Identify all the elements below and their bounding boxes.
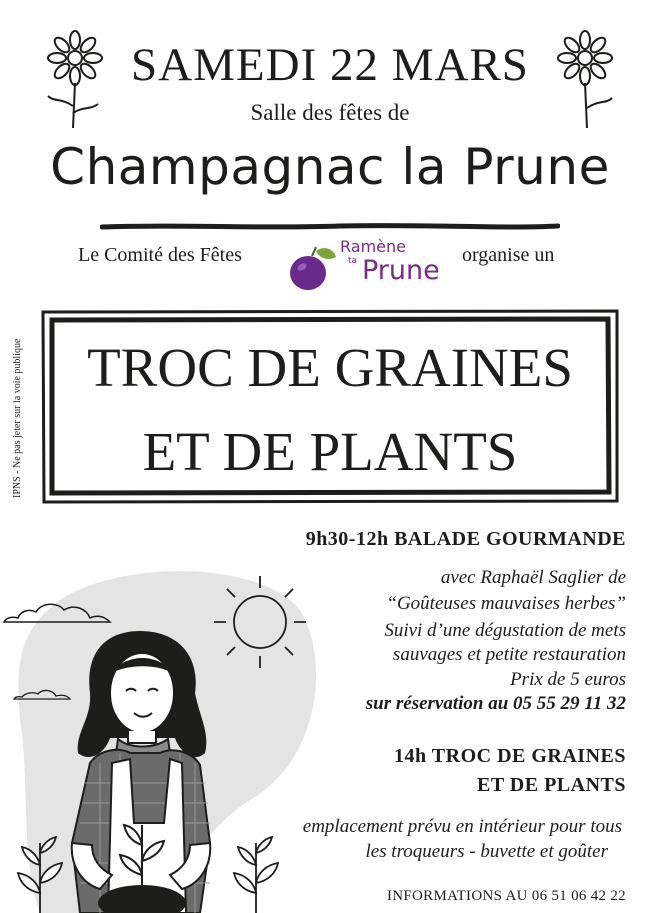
- troc-heading-line1: 14h TROC DE GRAINES: [394, 745, 626, 767]
- organizer-prefix: Le Comité des Fêtes: [78, 244, 242, 266]
- price-text: Prix de 5 euros: [510, 669, 626, 690]
- event-date: SAMEDI 22 MARS: [131, 39, 529, 91]
- plant-right-icon: [226, 833, 286, 913]
- venue-prefix: Salle des fêtes de: [250, 100, 410, 125]
- troc-heading-line2: ET DE PLANTS: [476, 774, 626, 796]
- guide-line1: avec Raphaël Saglier de: [440, 567, 626, 588]
- info-phone: INFORMATIONS AU 06 51 06 42 22: [386, 888, 626, 904]
- town-name: Champagnac la Prune: [50, 138, 610, 196]
- brush-divider: [100, 221, 560, 233]
- reservation-text: sur réservation au 05 55 29 11 32: [365, 693, 626, 714]
- ipns-note: IPNS - Ne pas jeter sur la voie publique: [12, 338, 23, 498]
- place-line1: emplacement prévu en intérieur pour tous: [302, 816, 622, 837]
- organizer-suffix: organise un: [462, 244, 555, 266]
- balade-heading: 9h30-12h BALADE GOURMANDE: [305, 528, 626, 550]
- main-title-line2: ET DE PLANTS: [142, 421, 518, 482]
- logo-text-ta: ta: [348, 256, 358, 266]
- description-line2: sauvages et petite restauration: [392, 644, 626, 665]
- main-title-line1: TROC DE GRAINES: [87, 337, 573, 398]
- logo-text-ramene: Ramène: [340, 237, 406, 256]
- plant-left-icon: [10, 833, 70, 913]
- plum-logo-icon: [286, 243, 338, 293]
- guide-line2: “Goûteuses mauvaises herbes”: [386, 593, 626, 614]
- place-line2: les troqueurs - buvette et goûter: [365, 841, 608, 862]
- logo-text-prune: Prune: [362, 255, 440, 286]
- description-line1: Suivi d’une dégustation de mets: [384, 620, 626, 641]
